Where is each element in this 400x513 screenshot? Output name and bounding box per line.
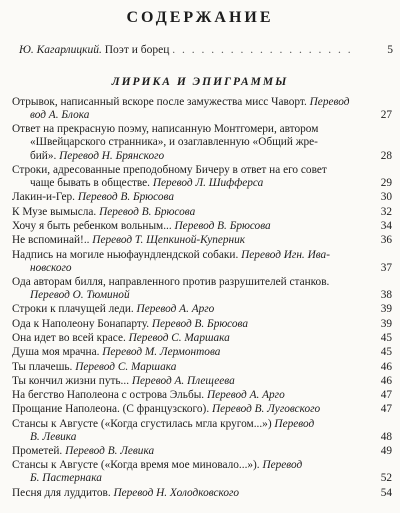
toc-page-number: 37 xyxy=(380,261,392,274)
toc-page-number: 46 xyxy=(380,360,392,373)
toc-entry-line xyxy=(12,459,368,472)
section-title: ЛИРИКА И ЭПИГРАММЫ xyxy=(111,76,289,88)
toc-entry-translator: Перевод Н. Холодковского xyxy=(113,486,240,499)
toc-entry-translator: Перевод xyxy=(262,459,303,472)
toc-entry-translator: Перевод А. Арго xyxy=(136,303,215,316)
toc-entry-title: Строки к плачущей леди. xyxy=(12,303,134,316)
toc-entry-translator: Перевод В. Луговского xyxy=(211,403,321,416)
toc-entry-line xyxy=(12,403,368,416)
toc-entry-translator: Перевод Т. Щепкиной-Куперник xyxy=(92,234,246,247)
toc-entry-translator: Перевод В. Брюсова xyxy=(99,205,196,218)
toc-entry-title: чаще бывать в обществе. xyxy=(30,176,150,189)
toc-entry-translator: Перевод С. Маршака xyxy=(75,360,177,373)
toc-entry-line xyxy=(12,332,368,345)
toc-page-number: 48 xyxy=(380,430,392,443)
toc-entry-title: Прометей. xyxy=(12,445,63,458)
toc-page-number: 47 xyxy=(380,403,392,416)
toc-entry-line xyxy=(12,164,368,177)
toc-entry-line xyxy=(12,361,368,374)
intro-author: Ю. Кагарлицкий. xyxy=(19,44,102,56)
toc-entry-translator: новского xyxy=(30,261,72,274)
toc-page-number: 45 xyxy=(380,346,392,359)
toc-entry-translator: Перевод В. Брюсова xyxy=(174,219,271,232)
page-title: СОДЕРЖАНИЕ xyxy=(126,9,274,26)
toc-entry-translator: Перевод xyxy=(274,417,315,430)
toc-entry-translator: Перевод С. Маршака xyxy=(128,331,230,344)
toc-entry-title: Ты кончил жизни путь... xyxy=(12,374,130,387)
toc-entry-title: Стансы к Августе («Когда время мое миновало...»). xyxy=(12,459,260,472)
toc-entry-translator: В. Левика xyxy=(30,430,77,443)
toc-entry-translator: Перевод А. Плещеева xyxy=(131,374,235,387)
toc-entry-title: «Швейцарского странника», и озаглавленную «Общий жре- xyxy=(30,136,318,149)
toc-entry-translator: Перевод Н. Брянского xyxy=(59,149,165,162)
toc-page-number: 28 xyxy=(380,149,392,162)
toc-entry-line xyxy=(12,318,368,331)
toc-entry-line xyxy=(30,177,386,190)
toc-entry-line xyxy=(12,191,368,204)
toc-entry-title: Душа моя мрачна. xyxy=(12,346,100,359)
toc-entry-line xyxy=(12,418,368,431)
toc-page-number: 36 xyxy=(380,234,392,247)
toc-page-number: 29 xyxy=(380,176,392,189)
toc-entry-title: Стансы к Августе («Когда сгустилась мгла кругом...») xyxy=(12,417,272,430)
toc-entry-title: Ода авторам билля, направленного против разрушителей станков. xyxy=(12,275,330,288)
toc-entry-line xyxy=(12,220,368,233)
toc-entry-line xyxy=(12,303,368,316)
toc-entry-title: Ты плачешь. xyxy=(12,360,73,373)
toc-entry-title: Отрывок, написанный вскоре после замужества мисс Чаворт. xyxy=(12,96,307,108)
toc-entry-title: Ода к Наполеону Бонапарту. xyxy=(12,317,150,330)
toc-entry-line xyxy=(30,262,386,275)
toc-entry-line xyxy=(30,289,386,302)
toc-entry-translator: Перевод Л. Шифферса xyxy=(152,176,264,189)
intro-text: Поэт и борец xyxy=(104,44,170,56)
toc-entry-title: Строки, адресованные преподобному Бичеру в ответ на его совет xyxy=(12,163,327,176)
toc-entry-title: Не вспоминай!.. xyxy=(12,234,90,247)
toc-entry-line xyxy=(12,234,368,247)
toc-entry-line xyxy=(30,136,386,149)
toc-entry-title: Прощание Наполеона. (С французского). xyxy=(12,403,210,416)
toc-entry-translator: Перевод М. Лермонтова xyxy=(102,346,221,359)
toc-page-number: 52 xyxy=(380,472,392,485)
toc-page-number: 27 xyxy=(380,109,392,122)
toc-page-number: 38 xyxy=(380,288,392,301)
toc-page-number: 47 xyxy=(380,389,392,402)
toc-entry-line xyxy=(30,472,386,485)
toc-entry-title: Надпись на могиле ньюфаундлендской собаки. xyxy=(12,248,239,261)
toc-entry-translator: Перевод В. Брюсова xyxy=(151,317,249,330)
toc-entry-title: Ответ на прекрасную поэму, написанную Монтгомери, автором xyxy=(12,123,319,136)
toc-entry-line xyxy=(12,249,368,262)
toc-entry-translator: Перевод О. Тюминой xyxy=(30,288,130,301)
toc-entry-title: бий». xyxy=(30,149,57,162)
toc-entry-line xyxy=(12,96,368,109)
toc-entry-line xyxy=(12,487,368,500)
toc-entry-line xyxy=(12,276,368,289)
toc-entry-translator: Перевод В. Левика xyxy=(65,445,155,458)
toc-page-number: 39 xyxy=(380,317,392,330)
toc-entry-line xyxy=(12,389,368,402)
toc-entry-line xyxy=(30,109,386,122)
toc-entry-line xyxy=(12,375,368,388)
toc-entry-title: Она идет во всей красе. xyxy=(12,331,126,344)
toc-entry-line xyxy=(12,346,368,359)
toc-page-number: 45 xyxy=(380,331,392,344)
toc-entry-line xyxy=(12,445,368,458)
toc-entry-translator: Перевод В. Брюсова xyxy=(77,191,174,204)
toc-entry-translator: Перевод А. Арго xyxy=(206,389,285,402)
toc-entry-title: К Музе вымысла. xyxy=(12,205,97,218)
toc-page-number: 49 xyxy=(380,445,392,458)
intro-entry xyxy=(19,43,393,57)
toc-entry-translator: Перевод Игн. Ива- xyxy=(241,248,330,261)
toc-entry-title: Песня для луддитов. xyxy=(12,486,111,499)
toc-entry-title: Лакин-и-Гер. xyxy=(12,191,75,204)
toc-entry-translator: вод А. Блока xyxy=(30,109,90,122)
toc-page-number: 46 xyxy=(380,374,392,387)
toc-page-number: 39 xyxy=(380,303,392,316)
toc-entry-title: Хочу я быть ребенком вольным... xyxy=(12,219,172,232)
intro-page-number: 5 xyxy=(387,44,393,56)
intro-leader-dots: . . . . . . . . . . . . . . . . . . . xyxy=(172,44,353,56)
toc-page-number: 34 xyxy=(380,219,392,232)
toc-page-number: 30 xyxy=(380,191,392,204)
toc-entry-line xyxy=(30,150,386,163)
toc-page-number: 54 xyxy=(380,486,392,499)
toc-page-number: 32 xyxy=(380,205,392,218)
toc-entry-translator: Б. Пастернака xyxy=(30,472,102,485)
toc-entry-line xyxy=(12,206,368,219)
toc-entry-translator: Перевод xyxy=(309,96,350,108)
toc-entry-line xyxy=(30,431,386,444)
toc-entry-line xyxy=(12,123,368,136)
toc-entry-title: На бегство Наполеона с острова Эльбы. xyxy=(12,389,205,402)
